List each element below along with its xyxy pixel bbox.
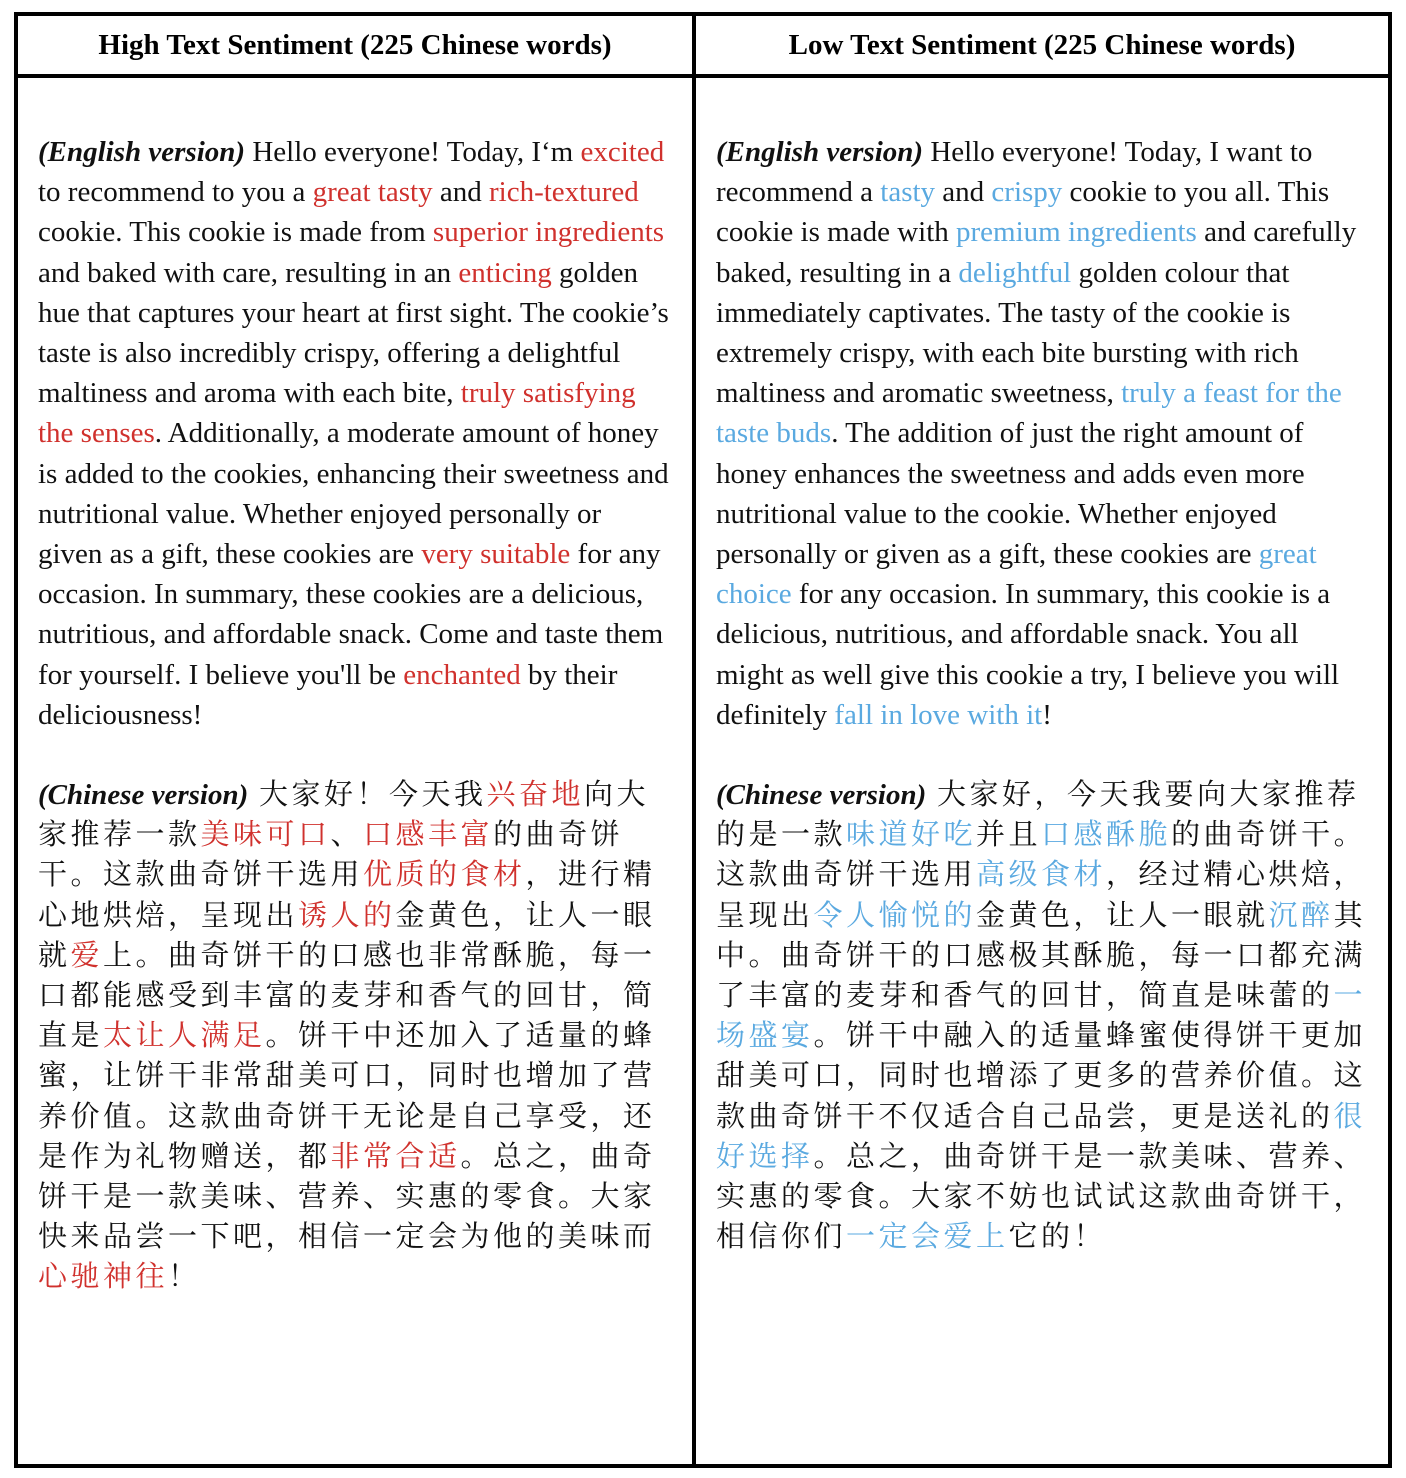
highlighted-phrase: 很好选择 xyxy=(716,1100,1367,1173)
text-segment: and carefully baked, resulting in a xyxy=(716,216,1357,289)
text-segment: ! xyxy=(1042,698,1052,731)
text-segment: 金黄色，让人一眼就 xyxy=(38,899,656,972)
text-segment: 。饼干中融入的适量蜂蜜使得饼干更加甜美可口，同时也增添了更多的营养价值。这款曲奇饼干不仅适合自己品尝，更是送礼的 xyxy=(716,1020,1367,1133)
highlighted-phrase: 兴奋地 xyxy=(486,779,585,812)
highlighted-phrase: 优质的食材 xyxy=(363,859,526,892)
text-segment: cookie to you all. This cookie is made with xyxy=(716,176,1330,249)
text-segment: to recommend to you a xyxy=(38,176,313,209)
highlighted-phrase: 太让人满足 xyxy=(103,1020,266,1053)
text-segment: by their deliciousness! xyxy=(38,658,618,731)
high-chinese-text xyxy=(38,779,656,1293)
highlighted-phrase: tasty xyxy=(880,176,936,209)
text-segment: 。总之，曲奇饼干是一款美味、营养、实惠的零食。大家不妨也试试这款曲奇饼干，相信你们 xyxy=(716,1140,1367,1254)
text-segment: and xyxy=(432,176,489,209)
low-chinese-label: (Chinese version) xyxy=(716,779,927,812)
highlighted-phrase: 口感丰富 xyxy=(363,819,494,852)
highlighted-phrase: 爱 xyxy=(70,939,104,972)
high-english-paragraph xyxy=(38,132,672,735)
highlighted-phrase: 诱人的 xyxy=(298,899,396,932)
low-chinese-paragraph xyxy=(716,775,1368,1257)
highlighted-phrase: 沉醉 xyxy=(1268,899,1334,932)
text-segment: 它的！ xyxy=(1008,1221,1107,1254)
high-english-text xyxy=(38,136,669,731)
text-segment: 。总之，曲奇饼干是一款美味、营养、实惠的零食。大家快来品尝一下吧，相信一定会为他的美味而 xyxy=(38,1140,656,1254)
low-sentiment-column xyxy=(696,16,1388,1464)
highlighted-phrase: crispy xyxy=(991,176,1063,209)
highlighted-phrase: 高级食材 xyxy=(976,859,1107,892)
highlighted-phrase: 非常合适 xyxy=(330,1140,461,1173)
text-segment: 上。曲奇饼干的口感也非常酥脆，每一口都能感受到丰富的麦芽和香气的回甘，简直是 xyxy=(38,939,656,1053)
low-chinese-text xyxy=(716,779,1366,1253)
highlighted-phrase: truly a feast for the taste buds xyxy=(716,377,1342,450)
text-segment: ！ xyxy=(168,1261,201,1294)
text-segment: Hello everyone! Today, I‘m xyxy=(245,136,581,168)
highlighted-phrase: excited xyxy=(580,136,665,168)
highlighted-phrase: superior ingredients xyxy=(432,216,665,249)
text-segment: golden colour that immediately captivates. The tasty of the cookie is extremely crispy, with each bite bursting with rich maltiness and aromatic sweetness, xyxy=(716,256,1299,410)
text-segment: for any occasion. In summary, this cookie is a delicious, nutritious, and affordable snack. You all might as well give this cookie a try, I believe you will definitely xyxy=(716,578,1340,731)
highlighted-phrase: great tasty xyxy=(312,176,433,209)
text-segment: 其中。曲奇饼干的口感极其酥脆，每一口都充满了丰富的麦芽和香气的回甘，简直是味蕾的 xyxy=(716,899,1367,1013)
highlighted-phrase: very suitable xyxy=(421,538,571,571)
highlighted-phrase: great choice xyxy=(716,538,1317,611)
highlighted-phrase: enticing xyxy=(458,256,552,289)
highlighted-phrase: 一定会爱上 xyxy=(846,1221,1009,1254)
low-english-paragraph xyxy=(716,132,1368,735)
text-segment: . The addition of just the right amount of honey enhances the sweetness and adds even more nutritional value to the cookie. Whether enjoyed personally or given as a gift, these cookies are xyxy=(716,417,1305,571)
text-segment: . Additionally, a moderate amount of honey is added to the cookies, enhancing their sweetness and nutritional value. Whether enjoyed personally or given as a gift, these cookies are xyxy=(38,417,669,571)
highlighted-phrase: premium ingredients xyxy=(956,216,1197,249)
high-sentiment-column xyxy=(18,16,696,1464)
highlighted-phrase: enchanted xyxy=(403,658,521,691)
comparison-table xyxy=(14,12,1392,1468)
highlighted-phrase: 美味可口 xyxy=(200,819,331,852)
highlighted-phrase: 味道好吃 xyxy=(846,819,977,852)
text-segment: ，经过精心烘焙，呈现出 xyxy=(716,859,1367,932)
text-segment: 大家好！今天我 xyxy=(248,779,487,812)
highlighted-phrase: 心驰神往 xyxy=(38,1261,169,1294)
text-segment: and baked with care, resulting in an xyxy=(38,256,459,289)
high-chinese-label: (Chinese version) xyxy=(38,779,249,812)
text-segment: 大家好，今天我要向大家推荐的是一款 xyxy=(716,779,1360,852)
highlighted-phrase: delightful xyxy=(958,256,1072,289)
text-segment: 。饼干中还加入了适量的蜂蜜，让饼干非常甜美可口，同时也增加了营养价值。这款曲奇饼干无论是自己享受，还是作为礼物赠送，都 xyxy=(38,1020,656,1173)
low-english-text xyxy=(716,136,1356,731)
high-english-label: (English version) xyxy=(38,136,246,168)
highlighted-phrase: 口感酥脆 xyxy=(1041,819,1172,852)
highlighted-phrase: 一场盛宴 xyxy=(716,980,1367,1053)
highlighted-phrase: rich-textured xyxy=(488,176,639,209)
text-segment: 并且 xyxy=(976,819,1042,852)
text-segment: 向大家推荐一款 xyxy=(38,779,650,852)
highlighted-phrase: fall in love with it xyxy=(834,698,1043,731)
text-segment: 的曲奇饼干。这款曲奇饼干选用 xyxy=(716,819,1367,892)
highlighted-phrase: 令人愉悦的 xyxy=(813,899,977,932)
text-segment: for any occasion. In summary, these cookies are a delicious, nutritious, and affordable snack. Come and taste them for yourself. I believe you'll be xyxy=(38,538,664,691)
low-english-label: (English version) xyxy=(716,136,924,168)
text-segment: ，进行精心地烘焙，呈现出 xyxy=(38,859,656,932)
low-sentiment-header: Low Text Sentiment (225 Chinese words) xyxy=(696,16,1388,78)
high-chinese-paragraph xyxy=(38,775,672,1298)
high-sentiment-header: High Text Sentiment (225 Chinese words) xyxy=(18,16,692,78)
text-segment: 、 xyxy=(330,819,364,852)
text-segment: golden hue that captures your heart at first sight. The cookie’s taste is also incredibly crispy, offering a delightful maltiness and aroma with each bite, xyxy=(38,256,669,410)
highlighted-phrase: truly satisfying the senses xyxy=(38,377,636,450)
text-segment: cookie. This cookie is made from xyxy=(38,216,433,249)
text-segment: 金黄色，让人一眼就 xyxy=(976,899,1269,932)
text-segment: Hello everyone! Today, I want to recommend a xyxy=(716,136,1313,209)
text-segment: 的曲奇饼干。这款曲奇饼干选用 xyxy=(38,819,624,892)
text-segment: and xyxy=(935,176,992,209)
